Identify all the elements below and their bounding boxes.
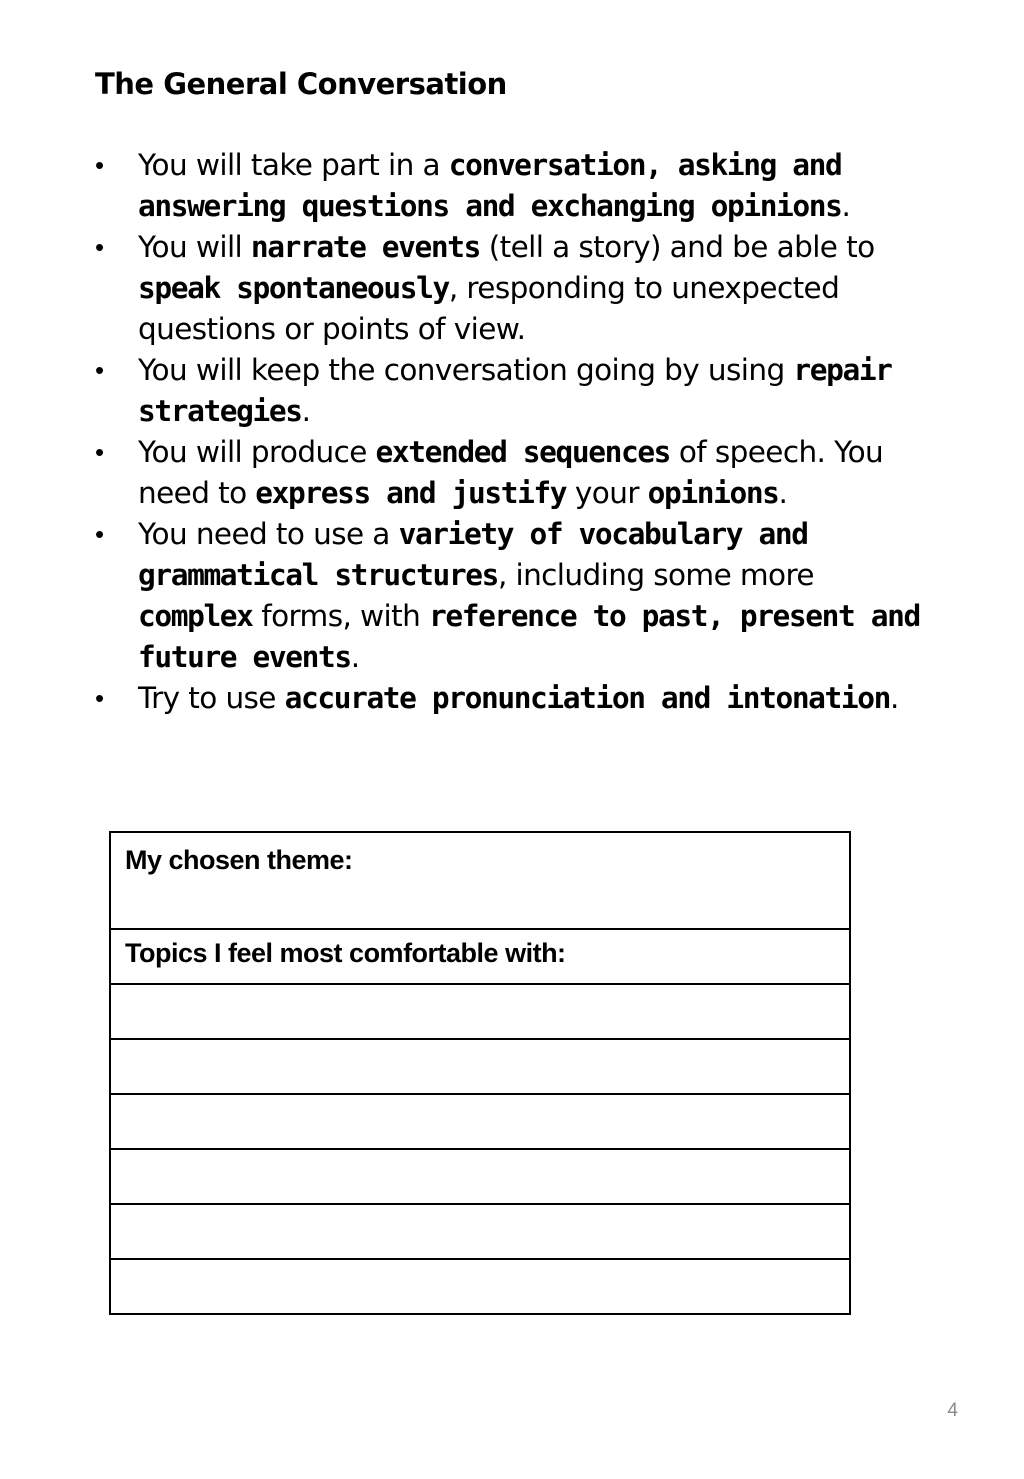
topic-entry-row [110, 1204, 850, 1259]
bullet-text: . [889, 681, 899, 715]
bullet-text: of speech. You need to [138, 435, 884, 510]
topic-entry-cell[interactable] [110, 1149, 850, 1204]
bullet-item [95, 432, 935, 514]
bullet-bold-text: speak spontaneously [138, 271, 449, 305]
bullet-item [95, 145, 935, 227]
bullet-text: . [778, 476, 788, 510]
bullet-bold-text: reference to past, present and future events [138, 599, 920, 674]
bullet-item [95, 350, 935, 432]
bullet-dot-icon: • [95, 150, 104, 180]
topic-entry-row [110, 1094, 850, 1149]
bullet-dot-icon: • [95, 232, 104, 262]
bullet-dot-icon: • [95, 519, 104, 549]
bullet-bold-text: accurate pronunciation and intonation [284, 681, 890, 715]
bullet-text: , including some more [497, 558, 814, 592]
topic-entry-row [110, 1149, 850, 1204]
bullet-text: You need to use a [138, 517, 399, 551]
topics-row [110, 929, 850, 984]
bullet-list [95, 145, 935, 719]
theme-cell[interactable] [110, 832, 850, 929]
theme-label: My chosen theme: [125, 845, 353, 875]
topic-entry-cell[interactable] [110, 984, 850, 1039]
bullet-text: You will keep the conversation going by using [138, 353, 794, 387]
bullet-text: . [841, 189, 851, 223]
bullet-item [95, 227, 935, 350]
bullet-bold-text: complex [138, 599, 253, 633]
topics-cell[interactable] [110, 929, 850, 984]
topics-label: Topics I feel most comfortable with: [125, 938, 566, 968]
bullet-bold-text: conversation, asking and answering questions and exchanging opinions [138, 148, 842, 223]
page-number: 4 [947, 1400, 958, 1421]
bullet-bold-text: narrate events [250, 230, 480, 264]
bullet-dot-icon: • [95, 355, 104, 385]
bullet-text: your [566, 476, 648, 510]
bullet-text: You will produce [138, 435, 376, 469]
topic-entry-cell[interactable] [110, 1039, 850, 1094]
bullet-text: . [301, 394, 311, 428]
bullet-bold-text: express and justify [255, 476, 567, 510]
topic-entry-row [110, 1039, 850, 1094]
topic-entry-cell[interactable] [110, 1204, 850, 1259]
bullet-text: Try to use [138, 681, 285, 715]
bullet-dot-icon: • [95, 437, 104, 467]
topic-entry-row [110, 1259, 850, 1314]
page-title: The General Conversation [95, 67, 507, 101]
bullet-bold-text: opinions [647, 476, 779, 510]
topic-entry-cell[interactable] [110, 1094, 850, 1149]
theme-table [109, 831, 851, 1315]
bullet-bold-text: extended sequences [375, 435, 671, 469]
bullet-text: , responding to unexpected questions or points of view. [138, 271, 840, 346]
bullet-dot-icon: • [95, 683, 104, 713]
theme-row [110, 832, 850, 929]
topic-entry-cell[interactable] [110, 1259, 850, 1314]
bullet-text: forms, with [252, 599, 429, 633]
bullet-text: You will take part in a [138, 148, 449, 182]
bullet-item [95, 678, 935, 719]
bullet-item [95, 514, 935, 678]
bullet-bold-text: variety of vocabulary and grammatical structures [138, 517, 808, 592]
bullet-text: . [350, 640, 360, 674]
bullet-bold-text: repair strategies [138, 353, 892, 428]
topic-entry-row [110, 984, 850, 1039]
bullet-text: (tell a story) and be able to [479, 230, 875, 264]
bullet-text: You will [138, 230, 251, 264]
